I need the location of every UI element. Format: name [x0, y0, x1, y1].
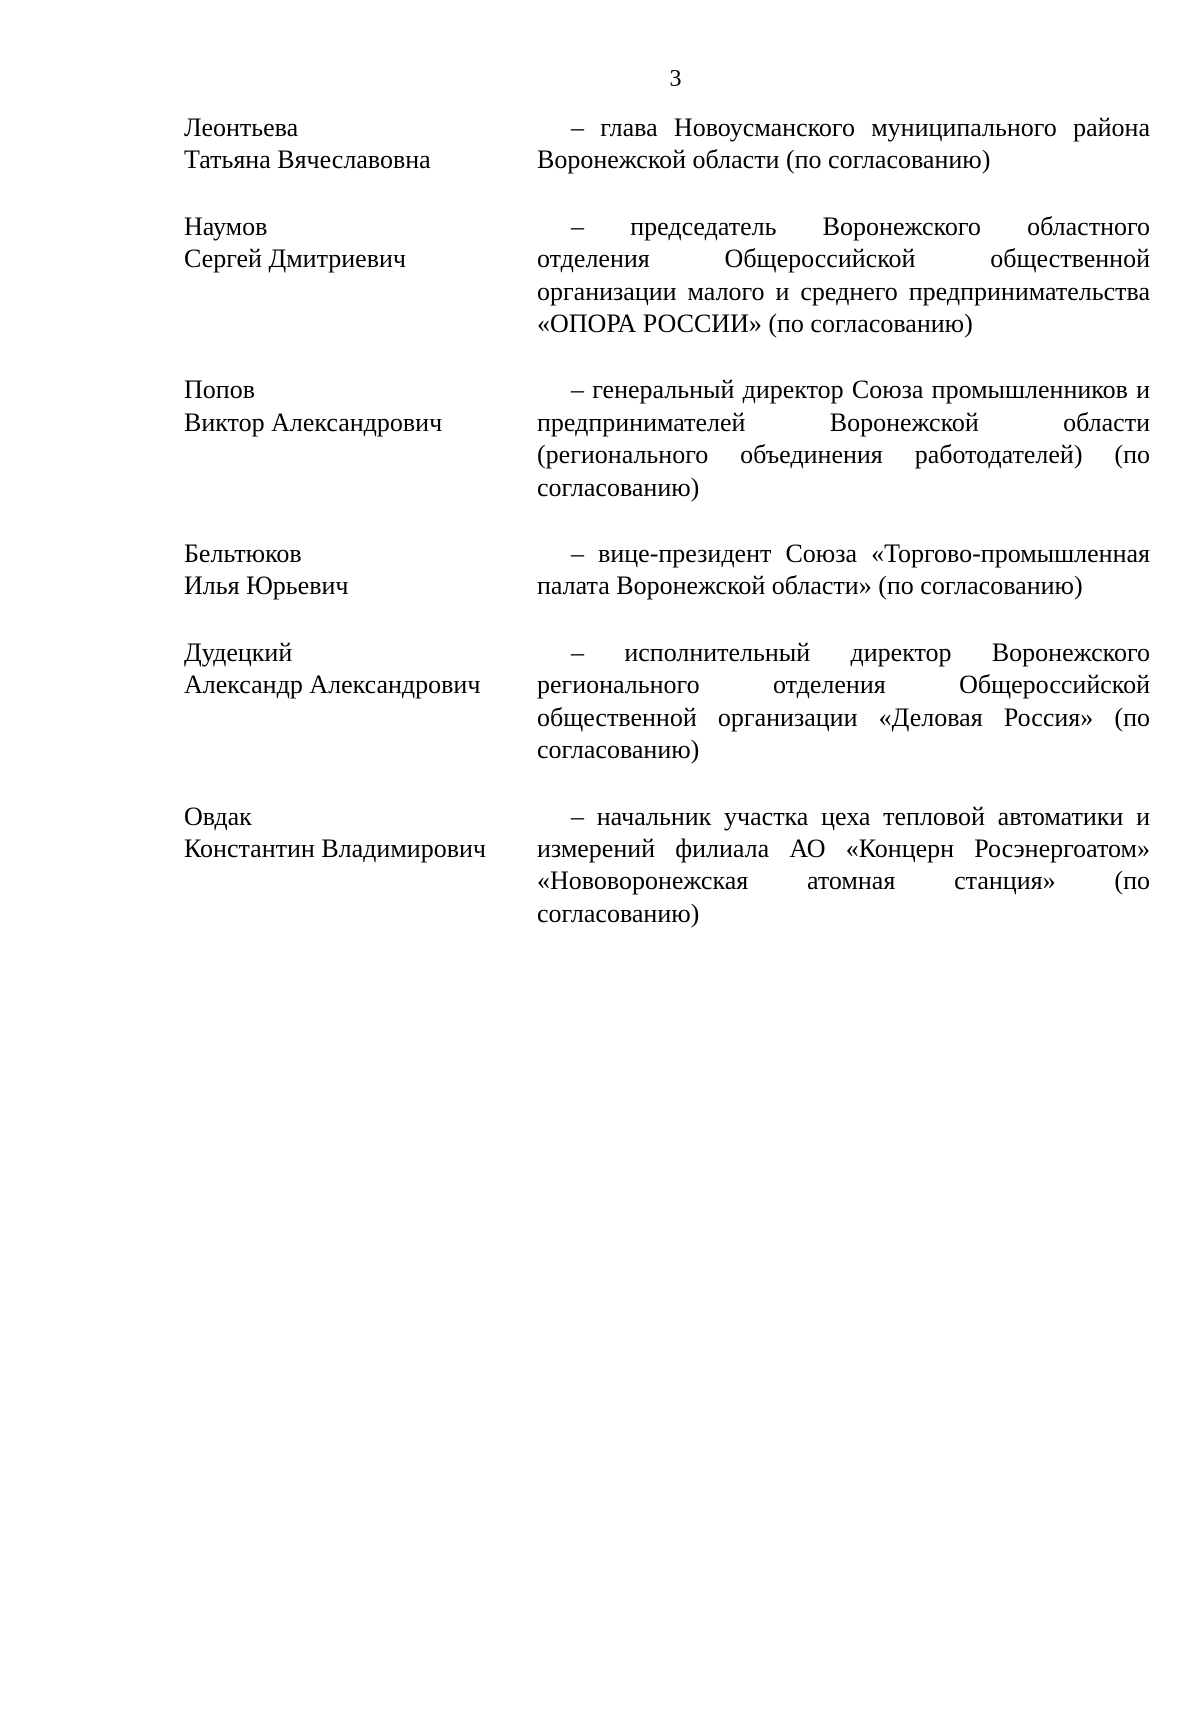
page-number: 3	[669, 66, 682, 92]
member-given-names: Сергей Дмитриевич	[184, 244, 406, 274]
member-surname: Наумов	[184, 211, 268, 241]
member-entry	[184, 801, 1150, 931]
member-role: – председатель Воронежского областного отделения Общероссийской общественной организации малого и среднего предпринимательства «ОПОРА РОССИИ» (по согласованию)	[537, 211, 1150, 339]
member-name	[184, 538, 537, 603]
member-given-names: Александр Александрович	[184, 670, 481, 700]
member-name	[184, 637, 537, 702]
member-given-names: Татьяна Вячеславовна	[184, 145, 431, 175]
member-given-names: Виктор Александрович	[184, 407, 443, 437]
member-surname: Бельтюков	[184, 539, 302, 569]
member-entry	[184, 538, 1150, 603]
member-role: – исполнительный директор Воронежского регионального отделения Общероссийской общественной организации «Деловая Россия» (по согласованию)	[537, 637, 1150, 765]
member-list	[184, 112, 1150, 964]
member-surname: Леонтьева	[184, 113, 299, 142]
member-role: – генеральный директор Союза промышленников и предпринимателей Воронежской области (регионального объединения работодателей) (по согласованию)	[537, 375, 1150, 502]
member-name	[184, 801, 537, 866]
member-name	[184, 211, 537, 276]
member-surname: Дудецкий	[184, 637, 293, 667]
member-name	[184, 112, 537, 177]
member-role: – глава Новоусманского муниципального района Воронежской области (по согласованию)	[537, 113, 1150, 175]
member-surname: Попов	[184, 375, 255, 405]
member-role: – начальник участка цеха тепловой автоматики и измерений филиала АО «Концерн Росэнергоатом» «Нововоронежская атомная станция» (по согласованию)	[537, 801, 1150, 928]
member-entry	[184, 211, 1150, 341]
member-given-names: Илья Юрьевич	[184, 571, 349, 601]
member-role: – вице-президент Союза «Торгово-промышленная палата Воронежской области» (по согласованию)	[537, 539, 1150, 601]
member-surname: Овдак	[184, 801, 252, 831]
member-entry	[184, 112, 1150, 177]
member-entry	[184, 374, 1150, 504]
member-name	[184, 374, 537, 439]
member-entry	[184, 637, 1150, 767]
member-given-names: Константин Владимирович	[184, 833, 486, 863]
